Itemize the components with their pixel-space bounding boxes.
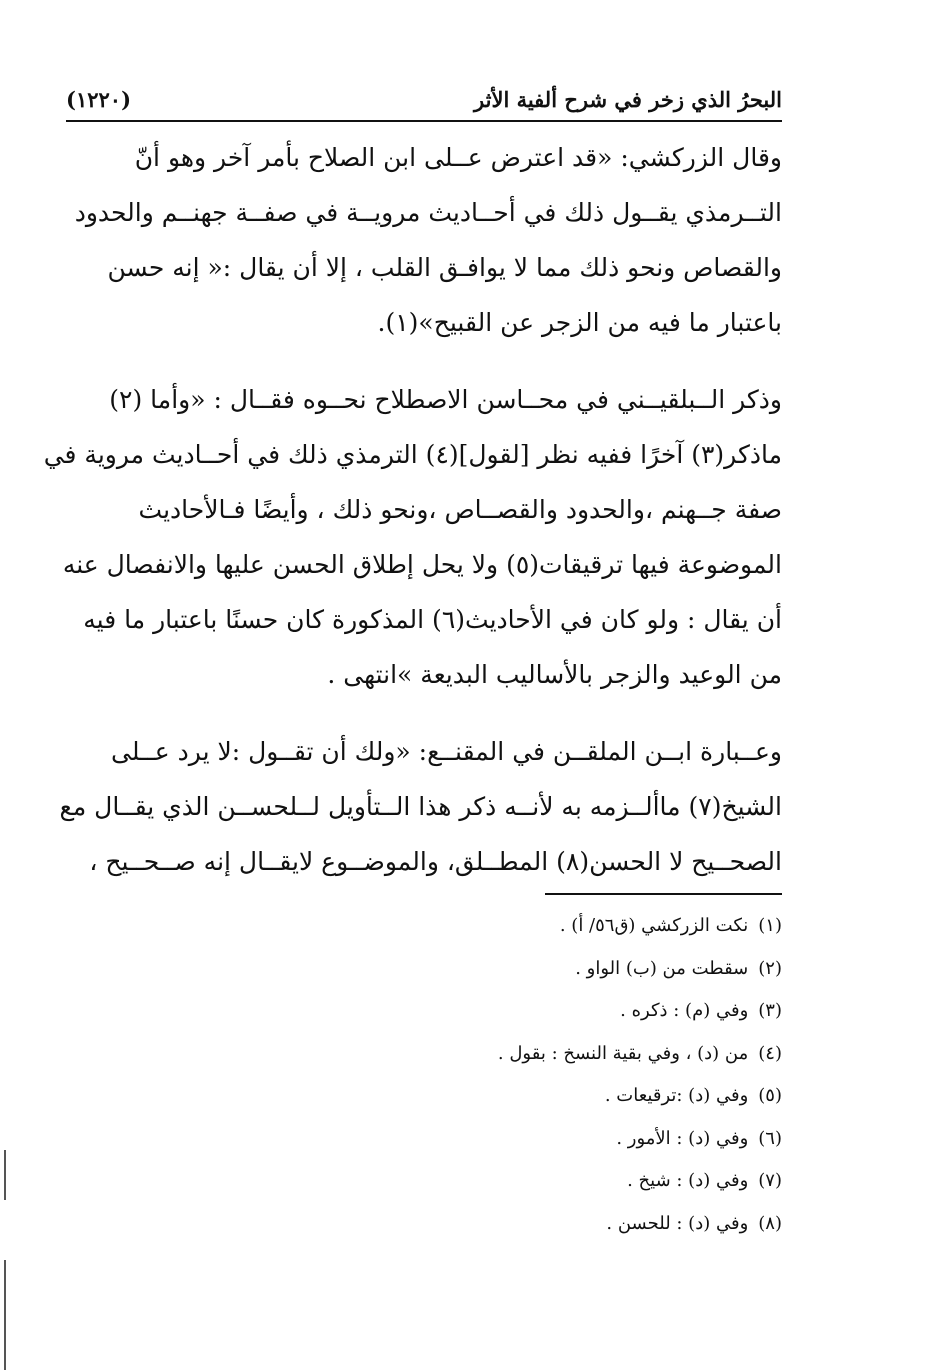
text-line: وعــبارة ابــن الملقــن في المقنــع: «ولك أن تقــول :لا يرد عــلى (111, 737, 782, 766)
footnote-text: من (د) ، وفي بقية النسخ : بقول . (497, 1042, 749, 1064)
page-header (66, 78, 782, 122)
footnote (300, 1203, 782, 1246)
footnote-number: (٣) (758, 1000, 782, 1021)
text-line: وذكر الــبلقيــني في محــاسن الاصطلاح نحــوه فقــال : «وأما (٢) (109, 385, 782, 414)
footnote-text: وفي (د) :ترقيعات . (604, 1085, 749, 1106)
footnote (300, 948, 782, 991)
text-line: التــرمذي يقــول ذلك في أحــاديث مرويــة في صفــة جهنــم والحدود (74, 198, 782, 227)
footnote-separator (545, 893, 782, 895)
text-line: الموضوعة فيها ترقيقات(٥) ولا يحل إطلاق الحسن عليها والانفصال عنه (62, 550, 782, 579)
scan-edge-mark (4, 1150, 6, 1200)
text-line: الصحــيح لا الحسن(٨) المطــلق، والموضــوع لايقــال إنه صــحــيح ، (89, 847, 782, 876)
main-text (43, 130, 782, 911)
text-line: باعتبار ما فيه من الزجر عن القبيح»(١). (377, 308, 782, 337)
footnote (300, 1033, 782, 1076)
footnote-number: (٥) (758, 1085, 782, 1106)
footnote-text: سقطت من (ب) الواو . (575, 957, 749, 979)
footnote-number: (٧) (758, 1170, 782, 1191)
footnote-number: (١) (758, 915, 782, 936)
footnote-text: نكت الزركشي (ق٥٦/ أ) . (559, 915, 749, 936)
footnote (300, 1118, 782, 1161)
text-line: الشيخ(٧) ماألــزمه به لأنــه ذكر هذا الــتأويل لــلحســن الذي يقــال مع (59, 792, 782, 821)
text-line: من الوعيد والزجر بالأساليب البديعة »انتهى . (327, 660, 782, 689)
footnote (300, 1075, 782, 1118)
footnote-text: وفي (د) : الأمور . (616, 1127, 749, 1149)
text-line: صفة جــهنم ،والحدود والقصــاص ،ونحو ذلك ، وأيضًا فـالأحاديث (138, 495, 782, 524)
running-title: البحرُ الذي زخر في شرح ألفية الأثر (474, 86, 782, 112)
text-line: والقصاص ونحو ذلك مما لا يوافـق القلب ، إلا أن يقال :« إنه حسن (107, 253, 782, 282)
paragraph (59, 724, 782, 889)
footnote-number: (٢) (758, 957, 782, 979)
footnote-text: وفي (م) : ذكره . (620, 1000, 749, 1021)
footnote (300, 990, 782, 1033)
text-line: ماذكر(٣) آخرًا ففيه نظر [لقول](٤) الترمذي ذلك في أحــاديث مروية في (43, 440, 782, 469)
footnotes (300, 905, 782, 1245)
footnote-number: (٦) (758, 1127, 782, 1149)
footnote-number: (٨) (758, 1212, 782, 1234)
footnote (300, 1160, 782, 1203)
text-line: أن يقال : ولو كان في الأحاديث(٦) المذكورة كان حسنًا باعتبار ما فيه (83, 605, 782, 634)
footnote-number: (٤) (758, 1042, 782, 1064)
footnote (300, 905, 782, 948)
footnote-text: وفي (د) : للحسن . (606, 1212, 749, 1234)
footnote-text: وفي (د) : شيخ . (627, 1170, 749, 1191)
page-number: (١٢٢٠) (66, 86, 131, 112)
paragraph (43, 372, 782, 702)
scan-edge-mark (4, 1260, 6, 1370)
paragraph (66, 130, 782, 350)
text-line: وقال الزركشي: «قد اعترض عــلى ابن الصلاح بأمر آخر وهو أنّ (134, 143, 782, 172)
